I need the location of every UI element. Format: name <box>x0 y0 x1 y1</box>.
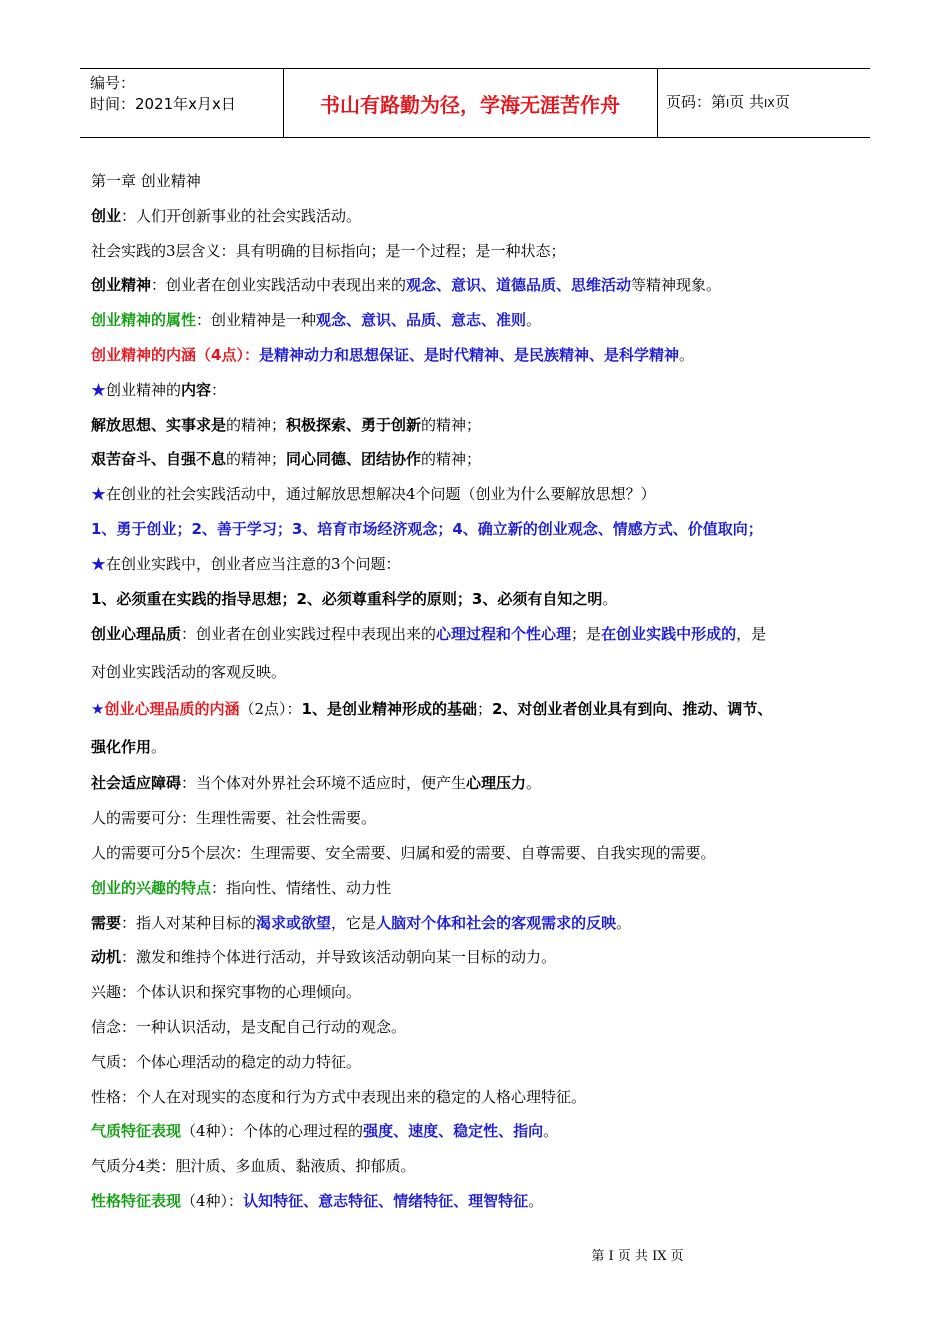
text-segment: ； <box>476 700 492 719</box>
text-line <box>91 164 866 199</box>
text-segment: 的精神； <box>421 450 482 469</box>
header-page-indicator <box>666 91 790 112</box>
text-segment: 人脑对个体和社会的客观需求的反映 <box>376 913 617 932</box>
footer-prefix: 第 <box>591 1249 605 1264</box>
text-segment: 在创业实践中，创业者应当注意的3个问题： <box>106 554 401 573</box>
text-segment: ：激发和维持个体进行活动，并导致该活动朝向某一目标的动力。 <box>121 948 557 967</box>
text-line <box>91 940 866 975</box>
text-segment: 强度、速度、稳定性、指向 <box>363 1122 544 1141</box>
text-segment: 积极探索、勇于创新 <box>286 415 422 434</box>
star-icon: ★ <box>91 700 105 719</box>
text-segment: 同心同德、团结协作 <box>286 450 422 469</box>
text-line <box>91 871 866 906</box>
text-segment: 。 <box>526 774 542 793</box>
text-segment: 气质：个体心理活动的稳定的动力特征。 <box>91 1052 362 1071</box>
text-line <box>91 906 866 941</box>
text-segment: 创业 <box>91 206 122 225</box>
text-line <box>91 729 866 767</box>
document-header <box>80 68 870 138</box>
text-line <box>91 234 866 269</box>
text-segment: 强化作用 <box>91 737 152 756</box>
text-segment: 社会实践的3层含义：具有明确的目标指向；是一个过程；是一种状态； <box>91 241 566 260</box>
text-line <box>91 691 866 729</box>
text-line <box>91 477 866 512</box>
text-segment: 心理压力 <box>466 774 527 793</box>
document-number-label: 编号： <box>90 74 136 92</box>
text-line <box>91 582 866 617</box>
text-segment: ： <box>211 380 227 399</box>
text-segment: 创业精神 <box>91 276 152 295</box>
text-segment: 气质分4类：胆汁质、多血质、黏液质、抑郁质。 <box>91 1157 416 1176</box>
text-segment: 的精神； <box>421 415 482 434</box>
document-time-label: 时间：2021年x月x日 <box>90 95 236 113</box>
text-segment: 第一章 创业精神 <box>91 172 201 190</box>
text-segment: 1、必须重在实践的指导思想；2、必须尊重科学的原则；3、必须有自知之明 <box>91 589 603 608</box>
text-segment: 等精神现象。 <box>631 276 722 295</box>
text-segment: 2、对创业者创业具有到向、推动、调节、 <box>491 700 773 719</box>
text-segment: ，它是 <box>331 913 377 932</box>
text-line <box>91 512 866 547</box>
text-line <box>91 766 866 801</box>
page-total: IX <box>764 97 775 110</box>
text-segment: 渴求或欲望 <box>256 913 332 932</box>
text-segment: 内容 <box>181 380 212 399</box>
footer-current: I <box>608 1249 614 1264</box>
text-segment: ：创业者在创业实践过程中表现出来的 <box>181 625 437 644</box>
text-segment: 。 <box>151 737 167 756</box>
text-segment: 社会适应障碍 <box>91 774 182 793</box>
footer-total: IX <box>652 1249 667 1264</box>
text-segment: 需要 <box>91 913 122 932</box>
text-segment: 在创业实践中形成的 <box>601 625 737 644</box>
text-segment: ：当个体对外界社会环境不适应时，便产生 <box>181 774 467 793</box>
text-line <box>91 616 866 654</box>
text-segment: 心理过程和个性心理 <box>436 625 572 644</box>
text-segment: ：指人对某种目标的 <box>121 913 257 932</box>
text-line <box>91 1114 866 1149</box>
text-segment: 对创业实践活动的客观反映。 <box>91 662 287 681</box>
text-segment: 。 <box>526 311 542 330</box>
page-footer <box>0 1245 950 1264</box>
document-body <box>91 164 866 1219</box>
page-mid: 页 共 <box>729 93 765 111</box>
text-segment: 气质特征表现 <box>91 1122 182 1141</box>
text-segment: 兴趣：个体认识和探究事物的心理倾向。 <box>91 983 362 1002</box>
text-segment: 人的需要可分5个层次：生理需要、安全需要、归属和爱的需要、自尊需要、自我实现的需要。 <box>91 843 716 862</box>
page-suffix: 页 <box>774 93 790 111</box>
text-segment: 人的需要可分：生理性需要、社会性需要。 <box>91 809 377 828</box>
text-segment: 创业精神的属性 <box>91 311 197 330</box>
text-segment: 动机 <box>91 948 122 967</box>
text-line <box>91 1010 866 1045</box>
text-segment: 。 <box>543 1122 559 1141</box>
header-meta <box>90 73 236 115</box>
text-line <box>91 373 866 408</box>
text-segment: 观念、意识、品质、意志、准则 <box>316 311 527 330</box>
text-segment: 1、勇于创业；2、善于学习；3、培育市场经济观念；4、确立新的创业观念、情感方式、价值取向； <box>91 519 763 538</box>
text-line <box>91 1149 866 1184</box>
text-segment: 创业心理品质 <box>91 625 182 644</box>
text-line <box>91 1184 866 1219</box>
text-line <box>91 303 866 338</box>
text-segment: 是精神动力和思想保证、是时代精神、是民族精神、是科学精神 <box>258 345 679 364</box>
text-segment: 解放思想、实事求是 <box>91 415 227 434</box>
text-line <box>91 199 866 234</box>
text-line <box>91 975 866 1010</box>
text-segment: 观念、意识、道德品质、思维活动 <box>406 276 632 295</box>
text-segment: 创业的兴趣的特点 <box>91 878 212 897</box>
page-current: I <box>726 97 730 110</box>
text-segment: 性格：个人在对现实的态度和行为方式中表现出来的稳定的人格心理特征。 <box>91 1087 587 1106</box>
text-segment: 的精神； <box>226 415 287 434</box>
header-motto: 书山有路勤为径，学海无涯苦作舟 <box>320 92 620 117</box>
text-line <box>91 1045 866 1080</box>
text-segment: ：人们开创新事业的社会实践活动。 <box>121 206 362 225</box>
text-segment: 创业精神的内涵（4点）： <box>91 345 259 364</box>
text-segment: 。 <box>678 345 694 364</box>
text-line <box>91 1080 866 1115</box>
text-segment: 的精神； <box>226 450 287 469</box>
text-segment: 创业心理品质的内涵 <box>104 700 240 719</box>
text-segment: （4种）： <box>181 1191 244 1210</box>
text-segment: 艰苦奋斗、自强不息 <box>91 450 227 469</box>
text-segment: 。 <box>528 1191 544 1210</box>
text-segment: ：创业精神是一种 <box>196 311 317 330</box>
page-prefix: 页码：第 <box>666 93 727 111</box>
text-segment: ：创业者在创业实践活动中表现出来的 <box>151 276 407 295</box>
text-line <box>91 338 866 373</box>
text-segment: 认知特征、意志特征、情绪特征、理智特征 <box>243 1191 529 1210</box>
text-segment: ，是 <box>736 625 767 644</box>
text-segment: 创业精神的 <box>106 380 182 399</box>
text-line <box>91 408 866 443</box>
text-line <box>91 442 866 477</box>
star-icon: ★ <box>91 380 107 399</box>
star-icon: ★ <box>91 485 107 504</box>
footer-suffix: 页 <box>670 1249 684 1264</box>
star-icon: ★ <box>91 554 107 573</box>
text-segment: 在创业的社会实践活动中，通过解放思想解决4个问题（创业为什么要解放思想？） <box>106 485 656 504</box>
text-line <box>91 836 866 871</box>
text-segment: 。 <box>602 589 618 608</box>
text-segment: ：指向性、情绪性、动力性 <box>211 878 392 897</box>
footer-mid: 页 共 <box>617 1249 648 1264</box>
text-line <box>91 268 866 303</box>
text-line <box>91 654 866 692</box>
text-segment: （2点）： <box>239 700 302 719</box>
text-segment: 1、是创业精神形成的基础 <box>301 700 477 719</box>
text-segment: 性格特征表现 <box>91 1191 182 1210</box>
text-segment: （4种）：个体的心理过程的 <box>181 1122 364 1141</box>
text-line <box>91 547 866 582</box>
text-line <box>91 801 866 836</box>
header-divider <box>657 69 658 137</box>
text-segment: 。 <box>616 913 632 932</box>
text-segment: ；是 <box>571 625 602 644</box>
text-segment: 信念：一种认识活动，是支配自己行动的观念。 <box>91 1017 407 1036</box>
